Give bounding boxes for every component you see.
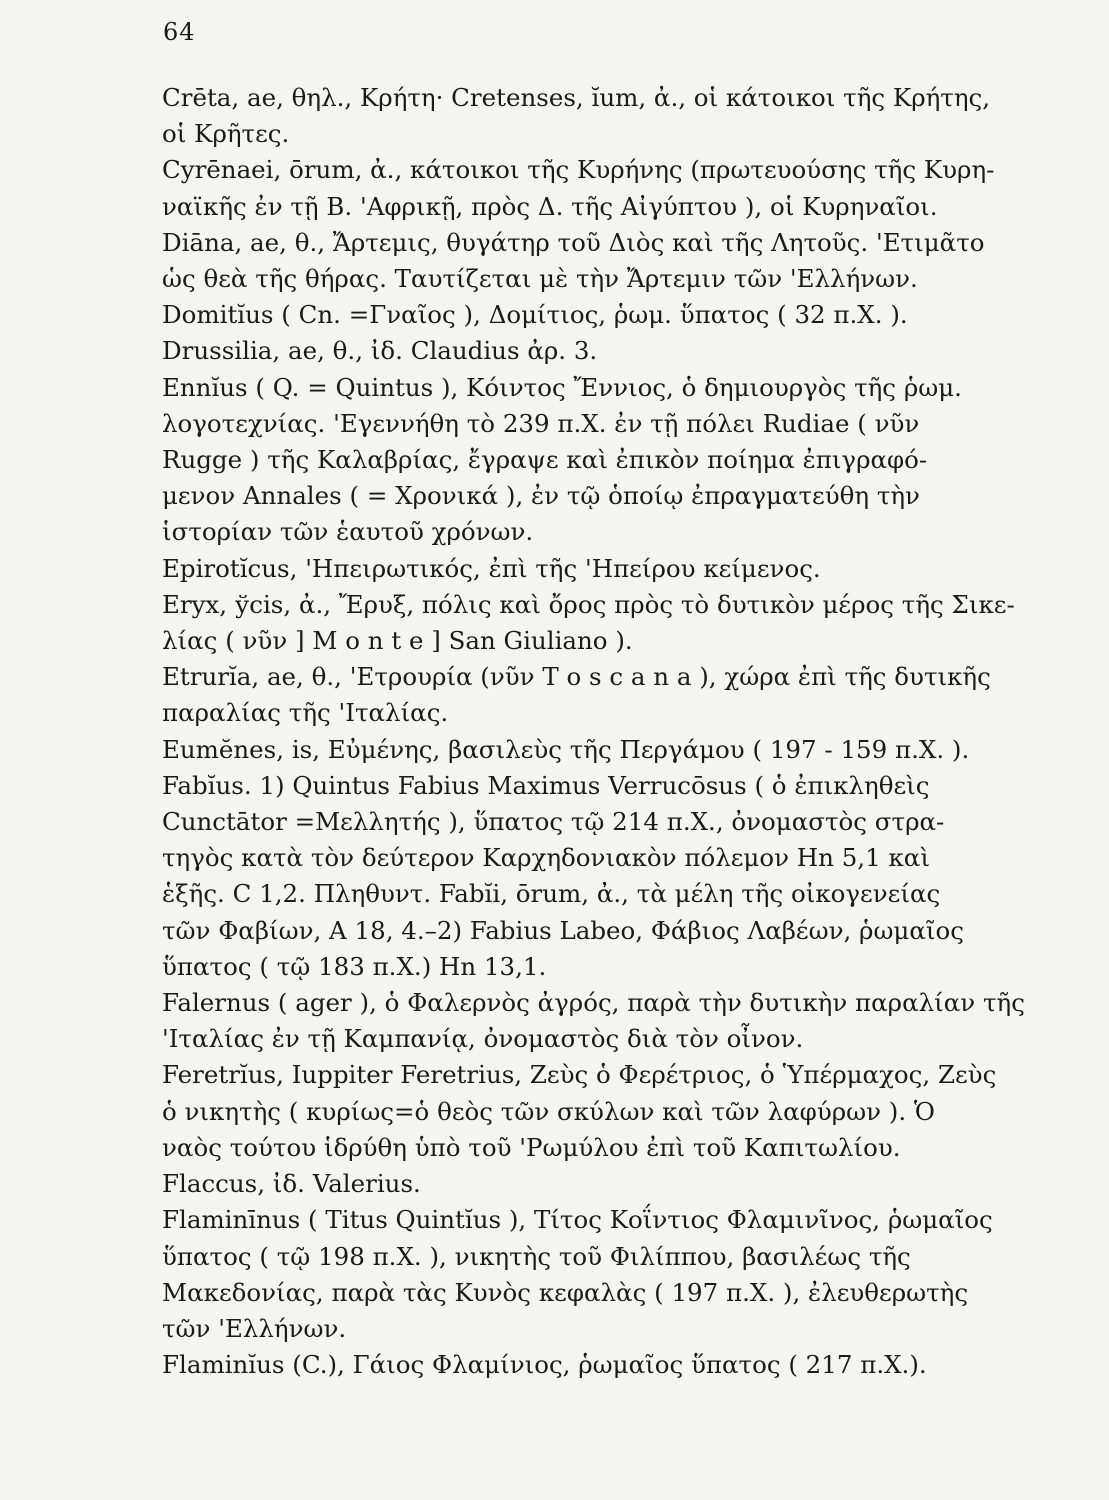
dictionary-entry	[162, 551, 1024, 587]
dictionary-entry	[162, 732, 1024, 768]
dictionary-entry	[162, 297, 1024, 333]
entry-headline: Cyrēnaei, ōrum, ἀ., κάτοικοι τῆς Κυρήνης (πρωτευούσης τῆς Κυρη-	[162, 155, 995, 185]
entry-continuation-line: μενον Annales ( = Χρονικά ), ἐν τῷ ὁποίῳ ἐπραγματεύθη τὴν	[162, 481, 920, 511]
dictionary-entry	[162, 80, 1024, 152]
dictionary-entry	[162, 587, 1024, 659]
entry-continuation-line: λίας ( νῦν ] M o n t e ] San Giuliano ).	[162, 626, 633, 656]
entry-headline: Etrurĭa, ae, θ., 'Ετρουρία (νῦν T o s c a n a ), χώρα ἐπὶ τῆς δυτικῆς	[162, 662, 991, 692]
dictionary-entry	[162, 1166, 1024, 1202]
dictionary-entry	[162, 152, 1024, 224]
entry-headline: Flaminĭus (C.), Γάιος Φλαμίνιος, ῥωμαῖος ὕπατος ( 217 π.Χ.).	[162, 1350, 927, 1380]
entry-continuation-line: λογοτεχνίας. 'Εγεννήθη τὸ 239 π.Χ. ἐν τῇ πόλει Rudiae ( νῦν	[162, 408, 920, 438]
entry-headline: Eryx, ўcis, ἀ., Ἔρυξ, πόλις καὶ ὄρος πρὸς τὸ δυτικὸν μέρος τῆς Σικε-	[162, 589, 1015, 619]
dictionary-entry	[162, 1202, 1024, 1347]
entry-continuation-line: ὡς θεὰ τῆς θήρας. Ταυτίζεται μὲ τὴν Ἄρτεμιν τῶν 'Ελλήνων.	[162, 264, 918, 294]
entry-headline: Diāna, ae, θ., Ἄρτεμις, θυγάτηρ τοῦ Διὸς καὶ τῆς Λητοῦς. 'Ετιμᾶτο	[162, 227, 985, 257]
dictionary-entry	[162, 333, 1024, 369]
entry-continuation-line: παραλίας τῆς 'Ιταλίας.	[162, 698, 449, 728]
entry-continuation-line: ναὸς τούτου ἱδρύθη ὑπὸ τοῦ 'Ρωμύλου ἐπὶ τοῦ Καπιτωλίου.	[162, 1132, 901, 1162]
dictionary-entries	[162, 80, 1024, 1383]
entry-headline: Epirotĭcus, 'Ηπειρωτικός, ἐπὶ τῆς 'Ηπείρου κείμενος.	[162, 553, 821, 583]
entry-continuation-line: ἑξῆς. C 1,2. Πληθυντ. Fabĭi, ōrum, ἀ., τὰ μέλη τῆς οἰκογενείας	[162, 879, 941, 909]
entry-headline: Flaminīnus ( Titus Quintĭus ), Τίτος Κοΐντιος Φλαμινῖνος, ῥωμαῖος	[162, 1205, 993, 1235]
entry-continuation-line: Cunctātor =Μελλητής ), ὕπατος τῷ 214 π.Χ., ὀνομαστὸς στρα-	[162, 807, 945, 837]
entry-continuation-line: οἱ Κρῆτες.	[162, 119, 290, 149]
dictionary-entry	[162, 985, 1024, 1057]
entry-continuation-line: ὕπατος ( τῷ 183 π.Χ.) Hn 13,1.	[162, 951, 547, 981]
entry-continuation-line: Μακεδονίας, παρὰ τὰς Κυνὸς κεφαλὰς ( 197 π.Χ. ), ἐλευθερωτὴς	[162, 1277, 969, 1307]
entry-continuation-line: ὕπατος ( τῷ 198 π.Χ. ), νικητὴς τοῦ Φιλίππου, βασιλέως τῆς	[162, 1241, 911, 1271]
entry-continuation-line: τηγὸς κατὰ τὸν δεύτερον Καρχηδονιακὸν πόλεμον Hn 5,1 καὶ	[162, 843, 930, 873]
entry-headline: Crēta, ae, θηλ., Κρήτη· Cretenses, ĭum, ἀ., οἱ κάτοικοι τῆς Κρήτης,	[162, 83, 991, 112]
page-number: 64	[163, 18, 196, 46]
entry-headline: Fabĭus. 1) Quintus Fabius Maximus Verrucōsus ( ὁ ἐπικληθεὶς	[162, 770, 930, 800]
entry-headline: Flaccus, ἰδ. Valerius.	[162, 1169, 421, 1199]
entry-headline: Falernus ( ager ), ὁ Φαλερνὸς ἀγρός, παρὰ τὴν δυτικὴν παραλίαν τῆς	[162, 988, 1025, 1018]
entry-continuation-line: Rugge ) τῆς Καλαβρίας, ἔγραψε καὶ ἐπικὸν ποίημα ἐπιγραφό-	[162, 445, 928, 475]
entry-headline: Eumĕnes, is, Εὐμένης, βασιλεὺς τῆς Περγάμου ( 197 - 159 π.Χ. ).	[162, 734, 970, 764]
entry-headline: Domitĭus ( Cn. =Γναῖος ), Δομίτιος, ῥωμ. ὕπατος ( 32 π.Χ. ).	[162, 300, 908, 330]
dictionary-entry	[162, 1057, 1024, 1166]
entry-continuation-line: ναϊκῆς ἐν τῇ Β. 'Αφρικῇ, πρὸς Δ. τῆς Αἰγύπτου ), οἱ Κυρηναῖοι.	[162, 191, 938, 221]
entry-headline: Ennĭus ( Q. = Quintus ), Κόιντος Ἔννιος, ὁ δημιουργὸς τῆς ῥωμ.	[162, 372, 962, 402]
dictionary-entry	[162, 659, 1024, 731]
entry-continuation-line: τῶν Φαβίων, A 18, 4.–2) Fabius Labeo, Φάβιος Λαβέων, ῥωμαῖος	[162, 915, 964, 945]
entry-continuation-line: ὁ νικητὴς ( κυρίως=ὁ θεὸς τῶν σκύλων καὶ τῶν λαφύρων ). Ὁ	[162, 1096, 935, 1126]
dictionary-entry	[162, 768, 1024, 985]
entry-headline: Feretrĭus, Iuppiter Feretrius, Ζεὺς ὁ Φερέτριος, ὁ Ὑπέρμαχος, Ζεὺς	[162, 1060, 997, 1090]
entry-continuation-line: ἱστορίαν τῶν ἑαυτοῦ χρόνων.	[162, 517, 534, 547]
dictionary-entry	[162, 1347, 1024, 1383]
dictionary-entry	[162, 225, 1024, 297]
dictionary-entry	[162, 370, 1024, 551]
entry-headline: Drussilia, ae, θ., ἰδ. Claudius ἀρ. 3.	[162, 336, 598, 366]
entry-continuation-line: 'Ιταλίας ἐν τῇ Καμπανίᾳ, ὀνομαστὸς διὰ τὸν οἶνον.	[162, 1024, 804, 1054]
entry-continuation-line: τῶν 'Ελλήνων.	[162, 1313, 347, 1343]
